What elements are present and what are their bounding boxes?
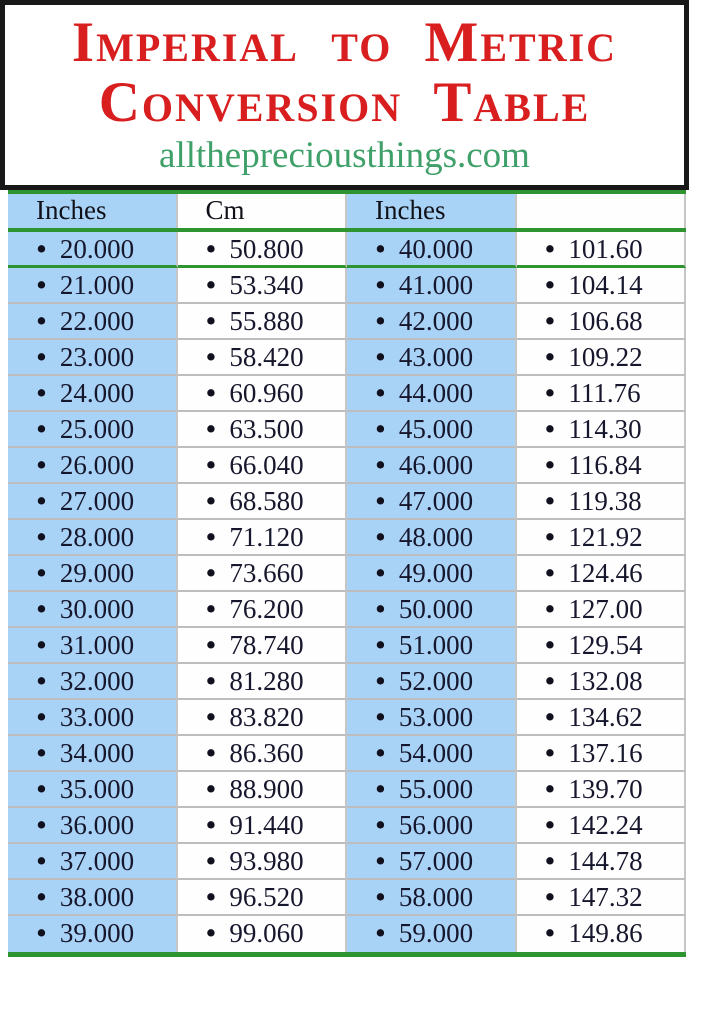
cell-value: 99.060 [229,918,304,948]
cm-cell [178,628,348,664]
cell-value: 81.280 [229,666,304,696]
cell-value: 50.000 [398,594,474,624]
inches-cell [8,448,178,484]
cm-cell [517,520,687,556]
cell-value: 134.62 [568,702,643,732]
cell-value: 60.960 [229,378,304,408]
inches-cell [347,268,517,304]
cell-value: 53.000 [398,702,474,732]
table-row [8,304,686,340]
website-text: allthepreciousthings.com [159,135,530,176]
bullet-icon: • [375,412,386,447]
inches-cell [347,628,517,664]
bullet-icon: • [205,556,217,591]
bullet-icon: • [36,448,47,483]
bullet-icon: • [544,916,556,951]
cell-value: 129.54 [568,630,643,660]
bullet-icon: • [36,880,47,915]
cell-value: 26.000 [59,450,135,480]
inches-cell [8,808,178,844]
inches-cell [347,340,517,376]
cell-value: 139.70 [568,774,643,804]
cell-value: 124.46 [568,558,643,588]
bullet-icon: • [375,304,386,339]
cm-cell [178,484,348,520]
bullet-icon: • [205,268,217,303]
bullet-icon: • [375,628,386,663]
cell-value: 29.000 [59,558,135,588]
cm-cell [178,556,348,592]
table-row [8,556,686,592]
column-header-inches-1: Inches [8,194,178,228]
cm-cell [178,700,348,736]
inches-cell [8,268,178,304]
cm-cell [517,880,687,916]
cm-cell [517,844,687,880]
cm-cell [517,340,687,376]
table-row [8,376,686,412]
inches-cell [8,664,178,700]
bullet-icon: • [36,556,47,591]
bullet-icon: • [375,772,386,807]
bullet-icon: • [375,376,386,411]
bullet-icon: • [375,880,386,915]
cell-value: 127.00 [568,594,643,624]
bullet-icon: • [36,664,47,699]
cell-value: 37.000 [59,846,135,876]
cell-value: 111.76 [568,378,641,408]
cell-value: 36.000 [59,810,135,840]
bullet-icon: • [205,700,217,735]
cm-cell [517,268,687,304]
bullet-icon: • [205,376,217,411]
cell-value: 43.000 [398,342,474,372]
cm-cell [517,592,687,628]
bullet-icon: • [205,232,217,267]
cell-value: 20.000 [59,234,135,264]
bullet-icon: • [205,304,217,339]
bullet-icon: • [205,916,217,951]
bullet-icon: • [205,844,217,879]
bullet-icon: • [205,664,217,699]
table-row [8,592,686,628]
table-header-row [8,194,686,232]
column-header-cm-2 [517,194,687,228]
bullet-icon: • [375,484,386,519]
bullet-icon: • [544,304,556,339]
conversion-table [8,190,686,957]
inches-cell [8,340,178,376]
cm-cell [178,448,348,484]
bullet-icon: • [205,772,217,807]
cell-value: 38.000 [59,882,135,912]
bullet-icon: • [375,844,386,879]
inches-cell [8,844,178,880]
cell-value: 48.000 [398,522,474,552]
bullet-icon: • [205,448,217,483]
cell-value: 59.000 [398,918,474,948]
inches-cell [8,772,178,808]
cm-cell [517,304,687,340]
cm-cell [517,448,687,484]
cell-value: 121.92 [568,522,643,552]
cell-value: 144.78 [568,846,643,876]
inches-cell [8,412,178,448]
cell-value: 58.420 [229,342,304,372]
inches-cell [8,916,178,952]
inches-cell [8,736,178,772]
cell-value: 132.08 [568,666,643,696]
bullet-icon: • [375,736,386,771]
bullet-icon: • [205,484,217,519]
cm-cell [517,664,687,700]
bullet-icon: • [544,268,556,303]
inches-cell [347,520,517,556]
table-body [8,232,686,952]
inches-cell [8,880,178,916]
cell-value: 78.740 [229,630,304,660]
inches-cell [347,808,517,844]
table-row [8,484,686,520]
cell-value: 119.38 [568,486,642,516]
inches-cell [347,304,517,340]
cell-value: 51.000 [398,630,474,660]
bullet-icon: • [36,844,47,879]
cell-value: 21.000 [59,270,135,300]
cm-cell [178,304,348,340]
bullet-icon: • [36,736,47,771]
inches-cell [347,412,517,448]
inches-cell [347,700,517,736]
page-title-line1: Imperial to Metric [71,11,618,74]
table-row [8,844,686,880]
bullet-icon: • [375,664,386,699]
cell-value: 32.000 [59,666,135,696]
inches-cell [347,880,517,916]
table-row [8,340,686,376]
table-row [8,736,686,772]
table-row [8,664,686,700]
table-row [8,808,686,844]
inches-cell [347,232,517,268]
cm-cell [517,484,687,520]
table-row [8,880,686,916]
cell-value: 56.000 [398,810,474,840]
bullet-icon: • [36,772,47,807]
cell-value: 50.800 [229,234,304,264]
bullet-icon: • [36,232,47,267]
bullet-icon: • [36,592,47,627]
cm-cell [517,556,687,592]
cell-value: 91.440 [229,810,304,840]
bullet-icon: • [36,520,47,555]
bullet-icon: • [544,340,556,375]
bullet-icon: • [544,232,556,267]
inches-cell [347,592,517,628]
cell-value: 40.000 [398,234,474,264]
bullet-icon: • [205,520,217,555]
cell-value: 57.000 [398,846,474,876]
bullet-icon: • [544,664,556,699]
inches-cell [347,448,517,484]
cm-cell [178,268,348,304]
cell-value: 71.120 [229,522,304,552]
cell-value: 31.000 [59,630,135,660]
cm-cell [517,772,687,808]
bullet-icon: • [36,700,47,735]
cell-value: 30.000 [59,594,135,624]
inches-cell [347,664,517,700]
inches-cell [347,376,517,412]
cm-cell [517,232,687,268]
cell-value: 55.000 [398,774,474,804]
inches-cell [8,628,178,664]
table-row [8,628,686,664]
cell-value: 44.000 [398,378,474,408]
cell-value: 28.000 [59,522,135,552]
bullet-icon: • [544,484,556,519]
cell-value: 142.24 [568,810,643,840]
bullet-icon: • [375,700,386,735]
cell-value: 147.32 [568,882,643,912]
cell-value: 106.68 [568,306,643,336]
cm-cell [178,736,348,772]
cell-value: 45.000 [398,414,474,444]
bullet-icon: • [205,628,217,663]
cm-cell [178,592,348,628]
header-box [0,0,689,190]
cm-cell [178,772,348,808]
cell-value: 52.000 [398,666,474,696]
cm-cell [517,808,687,844]
cell-value: 39.000 [59,918,135,948]
table-row [8,700,686,736]
cm-cell [178,880,348,916]
bullet-icon: • [36,340,47,375]
cm-cell [178,808,348,844]
cm-cell [178,232,348,268]
table-row [8,520,686,556]
cell-value: 101.60 [568,234,643,264]
cell-value: 93.980 [229,846,304,876]
bullet-icon: • [205,880,217,915]
cell-value: 42.000 [398,306,474,336]
cm-cell [178,916,348,952]
cell-value: 55.880 [229,306,304,336]
bullet-icon: • [544,412,556,447]
cm-cell [517,412,687,448]
cell-value: 33.000 [59,702,135,732]
table-row [8,772,686,808]
inches-cell [347,916,517,952]
bullet-icon: • [544,772,556,807]
cm-cell [517,736,687,772]
bullet-icon: • [36,304,47,339]
bullet-icon: • [375,556,386,591]
cell-value: 83.820 [229,702,304,732]
cm-cell [178,376,348,412]
cell-value: 86.360 [229,738,304,768]
table-row [8,268,686,304]
bullet-icon: • [544,628,556,663]
inches-cell [8,484,178,520]
cm-cell [178,412,348,448]
inches-cell [8,376,178,412]
cell-value: 24.000 [59,378,135,408]
bullet-icon: • [544,448,556,483]
bullet-icon: • [544,376,556,411]
cell-value: 46.000 [398,450,474,480]
page-title-line2: Conversion Table [98,71,591,134]
cell-value: 58.000 [398,882,474,912]
bullet-icon: • [36,412,47,447]
bullet-icon: • [375,448,386,483]
bullet-icon: • [375,268,386,303]
inches-cell [8,700,178,736]
bullet-icon: • [544,844,556,879]
table-row [8,232,686,268]
cell-value: 116.84 [568,450,642,480]
bullet-icon: • [205,808,217,843]
cell-value: 34.000 [59,738,135,768]
table-row [8,916,686,952]
bullet-icon: • [36,808,47,843]
cell-value: 27.000 [59,486,135,516]
inches-cell [8,592,178,628]
cm-cell [517,916,687,952]
cm-cell [178,664,348,700]
cell-value: 47.000 [398,486,474,516]
cm-cell [517,628,687,664]
bullet-icon: • [36,268,47,303]
bullet-icon: • [544,880,556,915]
bullet-icon: • [544,700,556,735]
inches-cell [347,556,517,592]
bullet-icon: • [375,232,386,267]
bullet-icon: • [544,736,556,771]
cell-value: 88.900 [229,774,304,804]
cell-value: 22.000 [59,306,135,336]
cell-value: 114.30 [568,414,642,444]
cell-value: 109.22 [568,342,643,372]
bullet-icon: • [205,412,217,447]
cell-value: 49.000 [398,558,474,588]
bullet-icon: • [375,592,386,627]
cell-value: 68.580 [229,486,304,516]
bullet-icon: • [205,340,217,375]
cell-value: 137.16 [568,738,643,768]
bullet-icon: • [36,376,47,411]
cell-value: 96.520 [229,882,304,912]
bullet-icon: • [36,484,47,519]
cm-cell [517,376,687,412]
column-header-cm-1: Cm [178,194,348,228]
inches-cell [347,484,517,520]
table-row [8,412,686,448]
cell-value: 66.040 [229,450,304,480]
cell-value: 76.200 [229,594,304,624]
bullet-icon: • [375,808,386,843]
cm-cell [178,340,348,376]
inches-cell [8,556,178,592]
inches-cell [8,304,178,340]
cell-value: 54.000 [398,738,474,768]
inches-cell [347,772,517,808]
cell-value: 149.86 [568,918,643,948]
cell-value: 73.660 [229,558,304,588]
bullet-icon: • [375,340,386,375]
bullet-icon: • [544,556,556,591]
bullet-icon: • [544,592,556,627]
bullet-icon: • [205,736,217,771]
bullet-icon: • [36,916,47,951]
bullet-icon: • [205,592,217,627]
cell-value: 104.14 [568,270,643,300]
cell-value: 41.000 [398,270,474,300]
inches-cell [347,736,517,772]
cell-value: 35.000 [59,774,135,804]
bullet-icon: • [36,628,47,663]
bullet-icon: • [375,520,386,555]
cm-cell [517,700,687,736]
cell-value: 25.000 [59,414,135,444]
column-header-inches-2: Inches [347,194,517,228]
bullet-icon: • [375,916,386,951]
cell-value: 23.000 [59,342,135,372]
bullet-icon: • [544,808,556,843]
bullet-icon: • [544,520,556,555]
table-row [8,448,686,484]
inches-cell [347,844,517,880]
cell-value: 53.340 [229,270,304,300]
inches-cell [8,232,178,268]
cell-value: 63.500 [229,414,304,444]
cm-cell [178,844,348,880]
inches-cell [8,520,178,556]
cm-cell [178,520,348,556]
